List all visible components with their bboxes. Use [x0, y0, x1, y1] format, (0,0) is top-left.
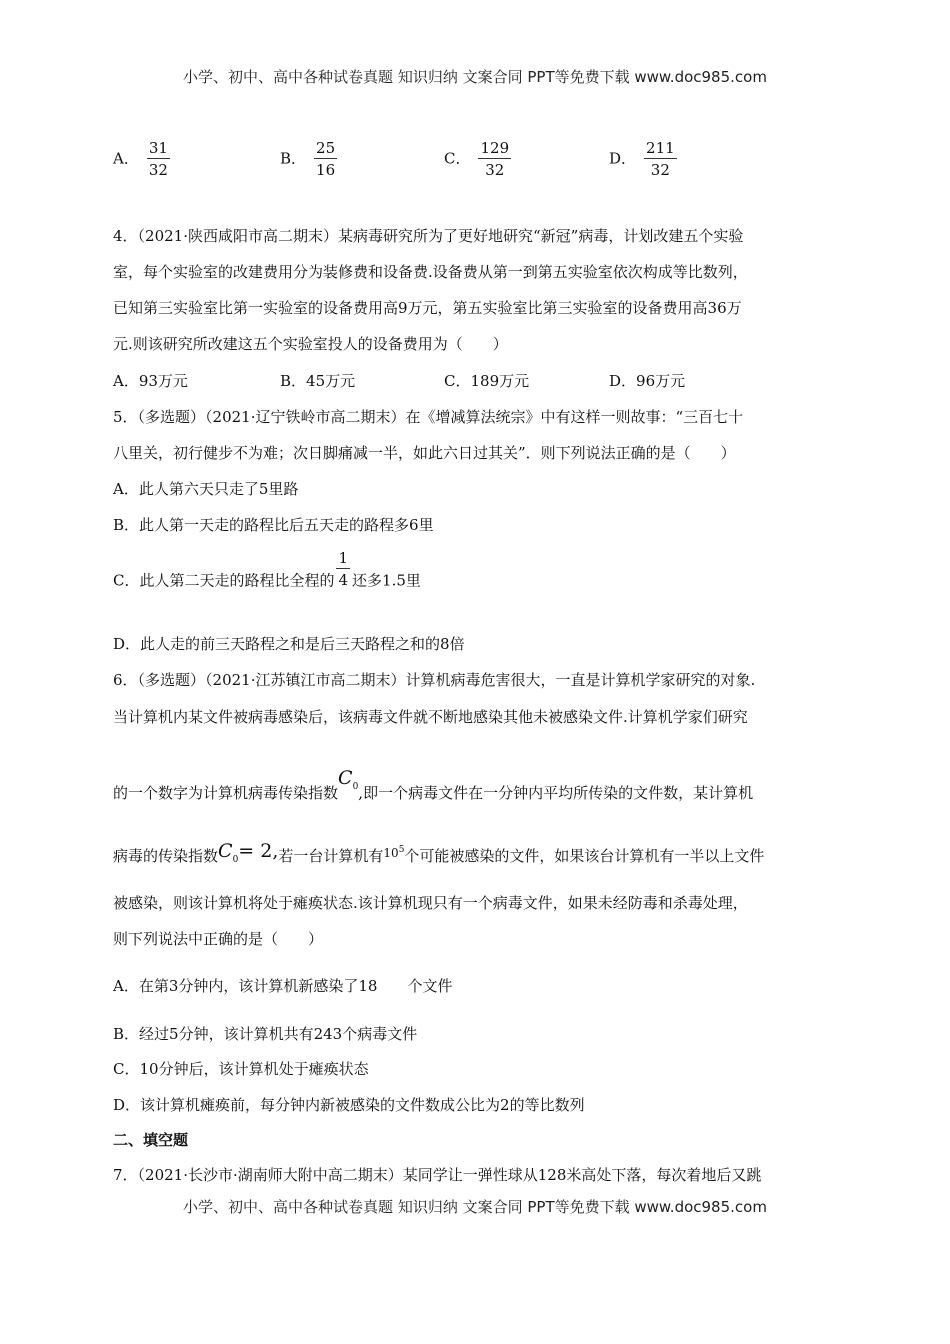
power-of-ten	[383, 846, 404, 860]
q6-line-2: 当计算机内某文件被病毒感染后，该病毒文件就不断地感染其他未被感染文件.计算机学家们研究	[113, 708, 748, 726]
q4-line-2: 室，每个实验室的改建费用分为装修费和设备费.设备费从第一到第五实验室依次构成等比数列，	[113, 263, 748, 281]
power-exponent: 5	[398, 845, 405, 855]
line-text: 个可能被感染的文件，如果该台计算机有一半以上文件	[404, 847, 765, 865]
q5-option-b: B．此人第一天走的路程比后五天走的路程多6里	[113, 516, 434, 534]
q4-line-1: 4．（2021·陕西咸阳市高二期末）某病毒研究所为了更好地研究“新冠”病毒，计划改建五个实验	[113, 227, 744, 245]
q6-option-c: C．10分钟后，该计算机处于瘫痪状态	[113, 1060, 369, 1078]
q4-option-a: A．93万元	[113, 372, 188, 390]
q3-option-d	[609, 138, 677, 181]
fraction-numerator: 31	[148, 139, 168, 157]
q4-line-4: 元.则该研究所改建这五个实验室投人的设备费用为（ ）	[113, 335, 508, 353]
line-text: 病毒的传染指数	[113, 847, 219, 865]
fraction-numerator: 211	[646, 139, 675, 157]
c0-letter: C	[338, 767, 353, 789]
c0-symbol	[218, 840, 239, 865]
fraction-denominator: 32	[148, 161, 168, 179]
q6-option-d: D．该计算机瘫痪前，每分钟内新被感染的文件数成公比为2的等比数列	[113, 1096, 585, 1114]
option-text: 还多1.5里	[352, 571, 421, 590]
q5-line-1: 5．（多选题）（2021·辽宁铁岭市高二期末）在《增减算法统宗》中有这样一则故事：“三百七十	[113, 408, 744, 426]
line-text: 的一个数字为计算机病毒传染指数	[113, 784, 339, 802]
q6-line-4	[113, 840, 764, 866]
q3-option-a	[113, 138, 170, 181]
fraction-numerator: 25	[316, 139, 336, 157]
fraction-numerator: 1	[338, 549, 349, 567]
q3-option-b	[280, 138, 337, 181]
q6-option-a	[113, 975, 452, 996]
q4-option-b: B．45万元	[280, 372, 356, 390]
option-text: C．此人第二天走的路程比全程的	[113, 571, 335, 590]
page-header: 小学、初中、高中各种试卷真题 知识归纳 文案合同 PPT等免费下载 www.doc985.com	[183, 68, 767, 86]
line-text: 若一台计算机有	[278, 847, 384, 865]
fraction-numerator: 129	[480, 139, 510, 157]
q3-option-c	[444, 138, 511, 181]
q5-option-d: D．此人走的前三天路程之和是后三天路程之和的8倍	[113, 635, 465, 653]
q5-option-a: A．此人第六天只走了5里路	[113, 480, 299, 498]
fraction-denominator: 4	[338, 571, 349, 589]
equation-text: = 2,	[238, 840, 279, 862]
option-label: C．	[444, 149, 471, 168]
q6-option-b: B．经过5分钟，该计算机共有243个病毒文件	[113, 1025, 418, 1043]
option-label: D．	[609, 149, 637, 168]
c0-subscript: 0	[352, 781, 359, 792]
c0-letter: C	[218, 840, 233, 862]
c0-subscript: 0	[232, 854, 239, 865]
q6-line-5: 被感染，则该计算机将处于瘫痪状态.该计算机现只有一个病毒文件，如果未经防毒和杀毒处理，	[113, 894, 748, 912]
fraction-denominator: 32	[485, 161, 505, 179]
q4-option-d: D．96万元	[609, 372, 686, 390]
option-text: A．在第3分钟内，该计算机新感染了18	[113, 977, 378, 995]
q6-line-3: 的一个数字为计算机病毒传染指数$C_0$,即一个病毒文件在一分钟内平均所传染的文件数，某计算机	[113, 767, 754, 802]
option-label: B．	[280, 149, 307, 168]
page-footer: 小学、初中、高中各种试卷真题 知识归纳 文案合同 PPT等免费下载 www.doc985.com	[183, 1198, 767, 1216]
q4-option-c: C．189万元	[444, 372, 530, 390]
q6-line-6: 则下列说法中正确的是（ ）	[113, 930, 324, 948]
fraction-denominator: 16	[316, 161, 336, 179]
q4-line-3: 已知第三实验室比第一实验室的设备费用高9万元，第五实验室比第三实验室的设备费用高36万	[113, 299, 742, 317]
q6-line-1: 6．（多选题）（2021·江苏镇江市高二期末）计算机病毒危害很大，一直是计算机学家研究的对象.	[113, 671, 756, 689]
fraction-denominator: 32	[650, 161, 670, 179]
section-heading: 二、填空题	[113, 1131, 189, 1149]
q7-line-1: 7．（2021·长沙市·湖南师大附中高二期末）某同学让一弹性球从128米高处下落，每次着地后又跳	[113, 1166, 762, 1184]
q5-option-c	[113, 548, 421, 591]
q5-line-2: 八里关，初行健步不为难；次日脚痛减一半，如此六日过其关”．则下列说法正确的是（ ）	[113, 444, 736, 462]
line-text: 即一个病毒文件在一分钟内平均所传染的文件数，某计算机	[363, 784, 754, 802]
option-label: A．	[113, 149, 139, 168]
option-text: 个文件	[407, 977, 453, 995]
c0-symbol	[338, 767, 359, 792]
power-base: 10	[383, 846, 399, 860]
